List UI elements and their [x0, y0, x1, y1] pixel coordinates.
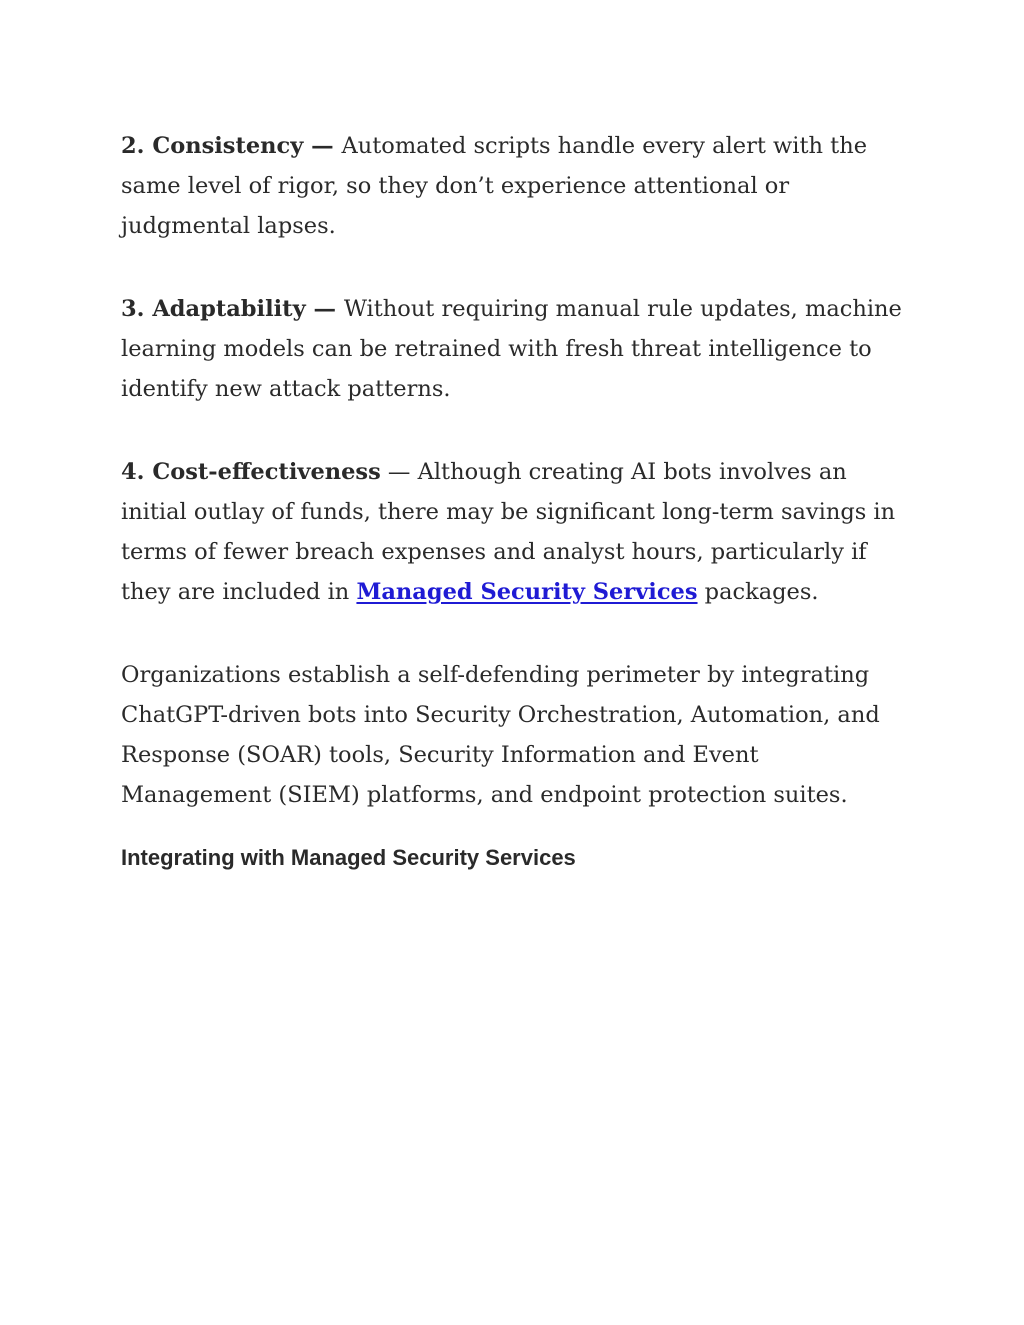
item-text: Automated scripts handle every alert with the same level of rigor, so they don’t experience attentional or judgmental lapses. [121, 133, 868, 239]
section-subheading: Integrating with Managed Security Services [121, 845, 576, 870]
item-term: 2. Consistency [121, 133, 304, 159]
item-term: 3. Adaptability [121, 296, 306, 322]
item-dash: — [305, 296, 344, 322]
list-item-consistency [121, 126, 911, 246]
list-item-adaptability [121, 289, 911, 409]
item-dash: — [303, 133, 342, 159]
list-item-cost-effectiveness [121, 452, 911, 612]
managed-security-services-link[interactable]: Managed Security Services [356, 579, 698, 605]
item-text: Without requiring manual rule updates, machine learning models can be retrained with fresh threat intelligence to identify new attack patterns. [121, 296, 902, 402]
item-term: 4. Cost-effectiveness [121, 459, 381, 485]
item-dash: — [380, 459, 418, 485]
closing-paragraph: Organizations establish a self-defending perimeter by integrating ChatGPT-driven bots into Security Orchestration, Automation, and Response (SOAR) tools, Security Information and Event Management (SIEM) platforms, and endpoint protection suites. [121, 662, 880, 808]
article-body [121, 126, 911, 873]
item-text-before-link: Although creating AI bots involves an initial outlay of funds, there may be significant long-term savings in terms of fewer breach expenses and analyst hours, particularly if they are included in [121, 459, 896, 605]
item-text-after-link: packages. [697, 579, 819, 605]
